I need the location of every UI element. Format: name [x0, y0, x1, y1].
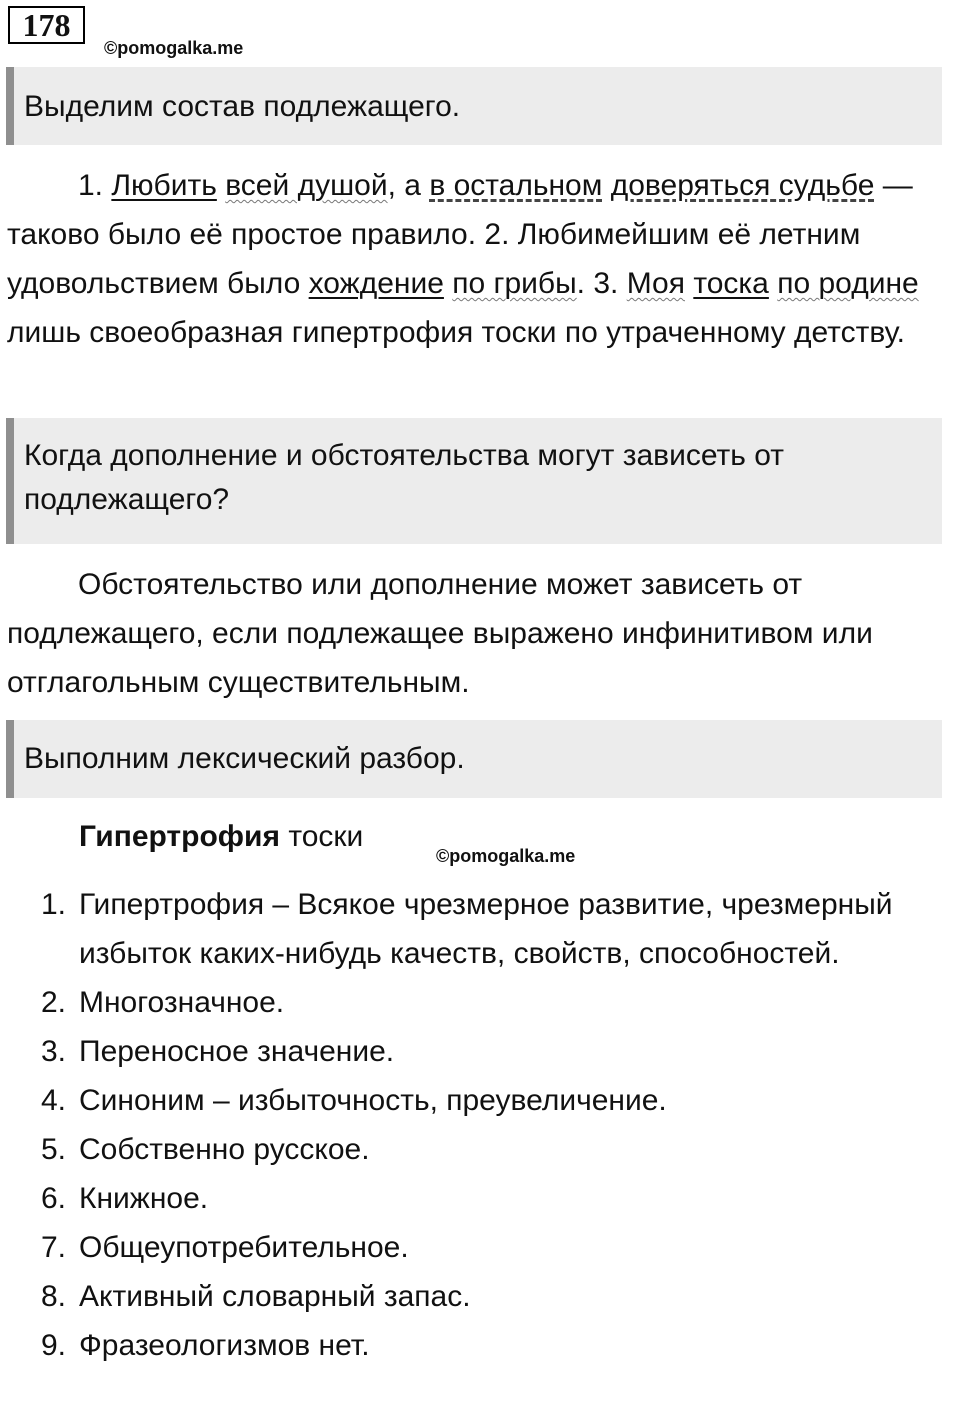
section-heading-text: Выделим состав подлежащего. [24, 90, 461, 123]
list-item [0, 1272, 930, 1321]
section-heading-question [6, 418, 942, 544]
sentence-text: , а [387, 169, 430, 202]
list-item-number: 2. [41, 986, 67, 1019]
section-heading-subject [6, 67, 942, 145]
sentence-text [769, 267, 777, 300]
marked-word: в остальном [429, 169, 603, 202]
marked-word: Моя [626, 267, 685, 300]
list-item [0, 1076, 930, 1125]
sentence-text [444, 267, 452, 300]
list-item [0, 1321, 930, 1370]
answer-paragraph: Обстоятельство или дополнение может зависеть от подлежащего, если подлежащее выражено инфинитивом или отглагольным существительным. [7, 568, 873, 699]
marked-word: тоска [693, 267, 769, 300]
marked-word: по родине [777, 267, 919, 300]
list-item-text: Собственно русское. [79, 1133, 370, 1166]
sentence-text [602, 169, 610, 202]
list-item-text: Активный словарный запас. [79, 1280, 471, 1313]
list-item-text: Переносное значение. [79, 1035, 395, 1068]
list-item-number: 7. [41, 1231, 67, 1264]
list-item-text: Фразеологизмов нет. [79, 1329, 370, 1362]
list-item-number: 1. [41, 888, 67, 921]
marked-word: Любить [111, 169, 217, 202]
list-item-number: 9. [41, 1329, 67, 1362]
watermark: ©pomogalka.me [436, 846, 576, 866]
list-item-number: 6. [41, 1182, 67, 1215]
marked-word: хождение [308, 267, 444, 300]
analysis-title [79, 812, 363, 861]
analysis-list [0, 880, 930, 1370]
analysis-word: Гипертрофия [79, 820, 280, 853]
analysis-word-rest: тоски [279, 820, 364, 853]
list-item-text: Синоним – избыточность, преувеличение. [79, 1084, 667, 1117]
list-item-text: Многозначное. [79, 986, 285, 1019]
list-item [0, 978, 930, 1027]
list-item [0, 1125, 930, 1174]
list-item [0, 1027, 930, 1076]
list-item [0, 1174, 930, 1223]
marked-word: по грибы [452, 267, 577, 300]
sentence-text: — таково было её простое правило. 2. Любимейшим её летним удовольствием было [7, 169, 913, 300]
sentence-text [217, 169, 225, 202]
list-item-text: Книжное. [79, 1182, 209, 1215]
section-heading-text: Когда дополнение и обстоятельства могут зависеть от подлежащего? [24, 439, 785, 516]
sentences-paragraph [7, 161, 947, 357]
list-item-text: Общеупотребительное. [79, 1231, 409, 1264]
list-item-number: 5. [41, 1133, 67, 1166]
sentence-text: лишь своеобразная гипертрофия тоски по утраченному детству. [7, 316, 905, 349]
section-heading-text: Выполним лексический разбор. [24, 742, 465, 775]
sentence-text: . 3. [576, 267, 627, 300]
sentence-text: 1. [78, 169, 112, 202]
list-item-text: Гипертрофия – Всякое чрезмерное развитие, чрезмерный избыток каких-нибудь качеств, свойств, способностей. [79, 888, 893, 970]
list-item-number: 4. [41, 1084, 67, 1117]
list-item-number: 3. [41, 1035, 67, 1068]
watermark: ©pomogalka.me [104, 38, 244, 58]
section-heading-lexical [6, 720, 942, 798]
list-item [0, 1223, 930, 1272]
marked-word: всей душой [225, 169, 388, 202]
marked-word: доверяться судьбе [610, 169, 875, 202]
list-item-number: 8. [41, 1280, 67, 1313]
list-item [0, 880, 930, 978]
task-number: 178 [8, 6, 85, 44]
